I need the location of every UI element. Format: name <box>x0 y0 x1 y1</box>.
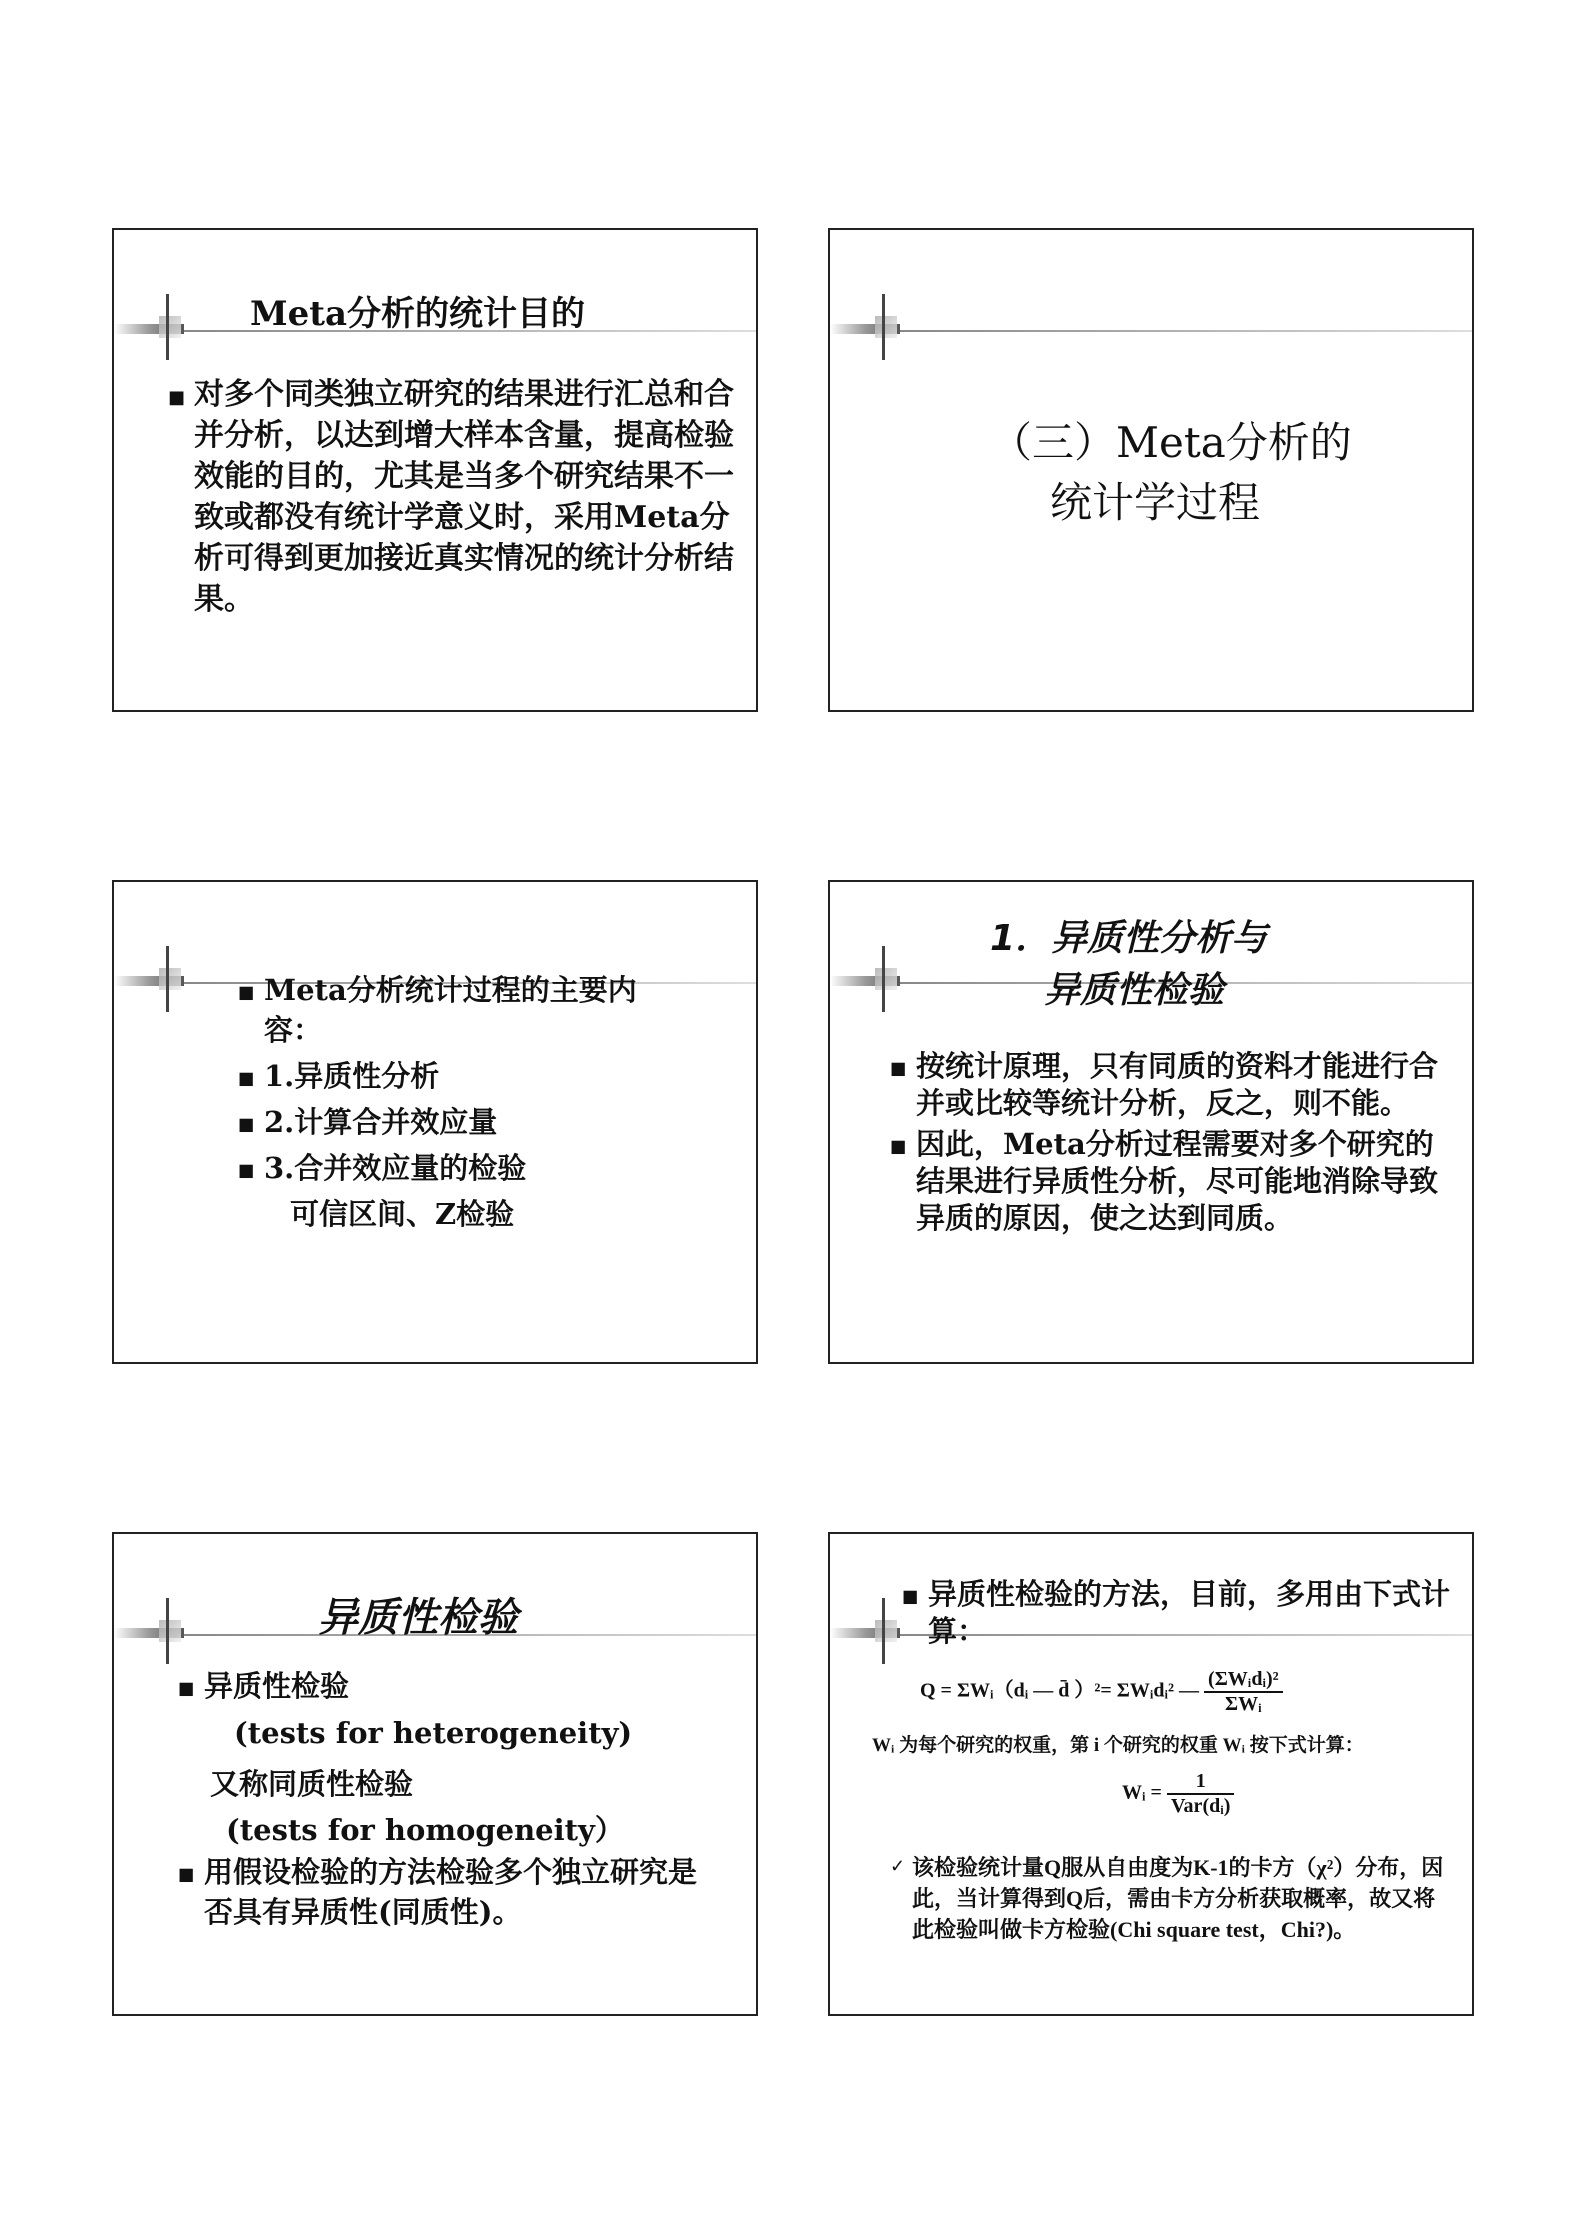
formula-w-fraction <box>1167 1770 1234 1818</box>
slide-main-content <box>112 880 758 1364</box>
alias-text: 又称同质性检验 <box>210 1767 414 1801</box>
slide-heterogeneity-test <box>112 1532 758 2016</box>
weight-note: Wᵢ 为每个研究的权重，第 i 个研究的权重 Wᵢ 按下式计算： <box>872 1735 1364 1756</box>
formula-w-left: Wᵢ = <box>1122 1781 1162 1804</box>
slide-statistical-purpose <box>112 228 758 712</box>
formula-q-fraction <box>1204 1668 1283 1716</box>
section-title-line-1: （三）Meta分析的 <box>990 418 1352 467</box>
bullet-item: ■ 1.异质性分析 <box>238 1056 638 1096</box>
slide-section-title <box>828 228 1474 712</box>
formula-w-numerator: 1 <box>1167 1770 1234 1795</box>
bullet-item: ■ 3.合并效应量的检验 <box>238 1148 638 1188</box>
formula-w <box>1122 1770 1234 1818</box>
english-term-2: (tests for homogeneity） <box>226 1813 624 1847</box>
bullet-item: ■ Meta分析统计过程的主要内容： <box>238 970 638 1050</box>
chi-square-note: 该检验统计量Q服从自由度为K-1的卡方（χ²）分布，因此，当计算得到Q后，需由卡方分析获取概率，故又将此检验叫做卡方检验(Chi square test，Chi?)。 <box>912 1855 1444 1942</box>
slide-decoration <box>830 290 1474 370</box>
bullet-text: ■ 对多个同类独立研究的结果进行汇总和合并分析，以达到增大样本含量，提高检验效能的目的，尤其是当多个研究结果不一致或都没有统计学意义时，采用Meta分析可得到更加接近真实情况的统计分析结果。 <box>168 374 738 620</box>
section-title-line-2: 统计学过程 <box>1050 478 1261 527</box>
bullet-item: ■ 异质性检验的方法，目前，多用由下式计算： <box>902 1576 1452 1650</box>
formula-q <box>920 1668 1283 1716</box>
sub-text: 可信区间、Z检验 <box>290 1197 515 1231</box>
bullet-item: ■ 按统计原理，只有同质的资料才能进行合并或比较等统计分析，反之，则不能。 <box>890 1048 1450 1122</box>
slide-title-line-1: 1．异质性分析与 <box>990 918 1268 959</box>
bullet-item: ■ 因此，Meta分析过程需要对多个研究的结果进行异质性分析，尽可能地消除导致异质的原因，使之达到同质。 <box>890 1126 1450 1237</box>
bullet-item: ■ 用假设检验的方法检验多个独立研究是否具有异质性(同质性)。 <box>178 1852 718 1932</box>
formula-w-denominator: Var(dᵢ) <box>1170 1795 1231 1817</box>
slide-title-line-2: 异质性检验 <box>1044 970 1225 1011</box>
slide-title: 异质性检验 <box>318 1595 518 1641</box>
check-bullet-icon: ✓ <box>890 1856 906 1877</box>
slide-test-method <box>828 1532 1474 2016</box>
bullet-item: ■ 2.计算合并效应量 <box>238 1102 638 1142</box>
formula-q-numerator: (ΣWᵢdᵢ)² <box>1204 1668 1283 1693</box>
formula-q-denominator: ΣWᵢ <box>1225 1693 1262 1715</box>
formula-q-left: Q = ΣWᵢ（dᵢ — d̄ ）²= ΣWᵢdᵢ² — <box>920 1679 1200 1702</box>
slide-heterogeneity-analysis <box>828 880 1474 1364</box>
english-term-1: (tests for heterogeneity) <box>234 1716 633 1750</box>
bullet-item: ■ 异质性检验 <box>178 1666 738 1706</box>
slide-title: Meta分析的统计目的 <box>250 294 586 334</box>
